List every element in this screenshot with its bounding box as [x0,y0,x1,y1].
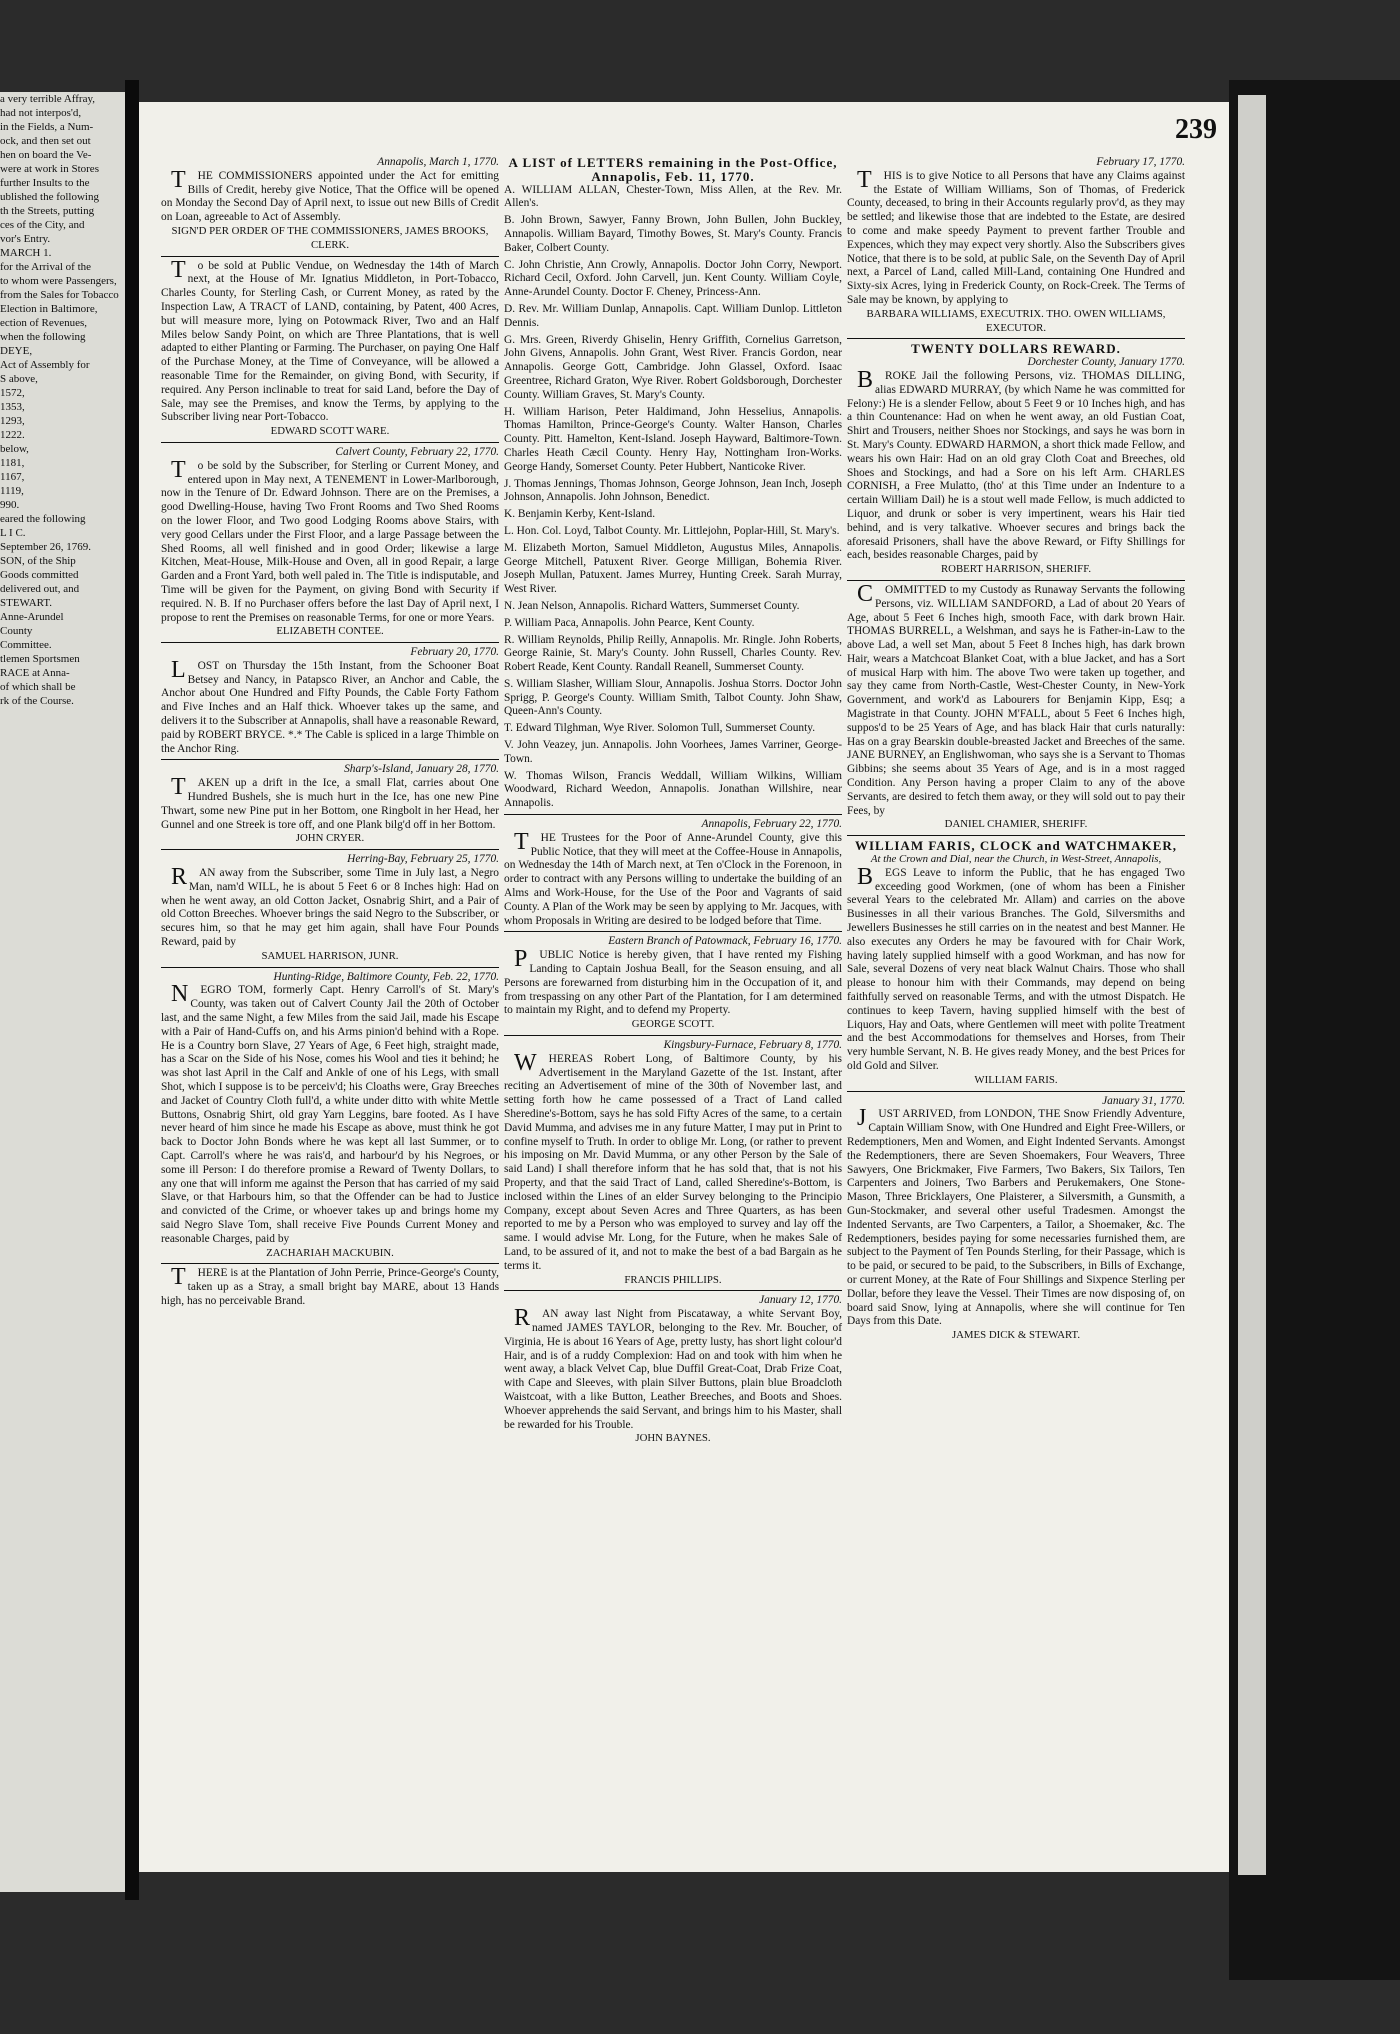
letter-entry: W. Thomas Wilson, Francis Weddall, William Wilkins, William Woodward, Richard Weedon, Annapolis. Jonathan Willshire, near Annapolis. [504,769,842,810]
ad-signature: EDWARD SCOTT WARE. [270,425,390,438]
letter-entry: P. William Paca, Annapolis. John Pearce, Kent County. [504,616,755,629]
page-gutter [125,80,139,1900]
ad-body: RAN away last Night from Piscataway, a white Servant Boy, named JAMES TAYLOR, belonging to the Rev. Mr. Boucher, of Virginia, He is about 16 Years of Age, pretty lusty, has short light colour'd Hair, and is of a ruddy Complexion: Had on and took with him when he went away, a black Velvet Cap, blue Duffil Great-Coat, Drab Frize Coat, with Cape and Sleeves, with plain Silver Buttons, plain blue Broadcloth Waistcoat, with a like Button, Leather Breeches, and Boots and Shoes. Whoever apprehends the said Servant, and brings him to his Master, shall be rewarded for his Trouble. [504,1305,842,1431]
ad-dateline: January 31, 1770. [1102,1094,1185,1107]
divider-rule [847,338,1185,339]
left-fragment-line: September 26, 1769. [0,541,92,553]
ad-signature: JOHN CRYER. [295,832,365,845]
letter-entry: J. Thomas Jennings, Thomas Johnson, George Johnson, Jean Inch, Joseph Johnson, Annapolis. John Johnson, Benedict. [504,477,842,504]
divider-rule [161,442,499,443]
advertisement [504,818,842,928]
left-fragment-line: vor's Entry. [0,233,51,245]
ad-signature: ELIZABETH CONTEE. [276,625,384,638]
divider-rule [847,835,1185,836]
left-fragment-line: rk of the Course. [0,695,74,707]
left-fragment-line: 1222. [0,429,25,441]
ad-body: NEGRO TOM, formerly Capt. Henry Carroll's of St. Mary's County, was taken out of Calvert County Jail the 20th of October last, and the same Night, a few Miles from the said Jail, made his Escape with a Pair of Hand-Cuffs on, and his Arms pinion'd behind with a Rope. He is a Country born Slave, 27 Years of Age, 6 Feet high, straight made, has a Scar on the Side of his Nose, comes his Wool and ties it behind; he was shot last April in the Calf and Ankle of one of his Legs, with small Shot, which I suppose is to be perceiv'd; his Cloaths were, Gray Breeches and Jacket of Country Cloth full'd, a white under ditto with white Mettle Buttons, Osnabrig Shirt, old gray Yarn Leggins, bare footed. As I have never heard of him since he made his Escape as above, must think he got back to Doctor John Bonds where he was kept all last Summer, or to Capt. Carroll's where he was rais'd, and harbour'd by his Negroes, or some ill Person: I do therefore promise a Reward of Twenty Dollars, to any one that will inform me against the Person that has carried of my said Slave, or that Harbours him, so that the Offender can be had to Justice and convicted of the Crime, or whoever takes up and brings home my said Negro Slave Tom, shall receive Five Pounds Current Money and reasonable Charges, paid by [161,981,499,1245]
ad-signature: DANIEL CHAMIER, SHERIFF. [944,818,1088,831]
letter-entry: H. William Harison, Peter Haldimand, John Hesselius, Annapolis. Thomas Hamilton, Prince-George's County. Walter Hanson, Charles County. Pitt. Hamelton, Kent-Island. Joseph Hayward, Baltimore-Town. Charles Heath Cæcil County. Henry Hay, Nottingham Iron-Works. George Handy, Somerset County. Peter Hubbert, Nanticoke River. [504,405,842,473]
left-fragment-line: Committee. [0,639,52,651]
letter-entry: L. Hon. Col. Loyd, Talbot County. Mr. Littlejohn, Poplar-Hill, St. Mary's. [504,524,840,537]
left-fragment-line: ces of the City, and [0,219,85,231]
ad-body: THERE is at the Plantation of John Perrie, Prince-George's County, taken up as a Stray, a small bright bay MARE, about 13 Hands high, has no perceivable Brand. [161,1264,499,1307]
advertisement [161,1263,499,1308]
letter-entry: B. John Brown, Sawyer, Fanny Brown, John Bullen, John Buckley, Annapolis. William Bayard, Timothy Bowes, St. Mary's County. Francis Baker, Colbert County. [504,214,842,254]
ad-dateline: February 20, 1770. [410,646,499,659]
ad-signature: ROBERT HARRISON, SHERIFF. [940,563,1092,576]
advertisement [161,642,499,756]
ad-body: THE Trustees for the Poor of Anne-Arundel County, give this Public Notice, that they will meet at the Coffee-House in Annapolis, on Wednesday the 14th of March next, at Ten o'Clock in the Forenoon, in order to contract with any Persons willing to undertake the building of an Alms and Work-House, for the Use of the Poor and Vagrants of said County. A Plan of the Work may be seen by applying to Mr. Jacques, with whom Proposals in Writing are desired to be lodged before that Time. [504,828,842,927]
left-fragment-line: delivered out, and [0,583,80,595]
ad-heading: TWENTY DOLLARS REWARD. [911,341,1121,357]
letter-entry: G. Mrs. Green, Riverdy Ghiselin, Henry Griffith, Cornelius Garretson, John Givens, Annapolis. John Grant, West River. Francis Gordon, near Annapolis. George Gott, Cambridge. John Glassel, Oxford. Isaac Greentree, Richard Graton, Wye River. Robert Goldsborough, Dorchester County. William Graves, St. Mary's County. [504,333,842,401]
left-fragment-line: S above, [0,373,38,385]
left-fragment-line: of which shall be [0,681,76,693]
advertisement [504,1035,842,1287]
divider-rule [847,1091,1185,1092]
divider-rule [504,1035,842,1036]
left-fragment-line: were at work in Stores [0,163,99,175]
ad-signature: BARBARA WILLIAMS, EXECUTRIX. THO. OWEN WILLIAMS, EXECUTOR. [866,307,1166,334]
left-fragment-line: hen on board the Ve- [0,149,92,161]
left-fragment-line: eared the following [0,513,86,525]
advertisement [161,967,499,1261]
left-fragment-line: L I C. [0,527,26,539]
ad-body: To be sold by the Subscriber, for Sterling or Current Money, and entered upon in May next, A TENEMENT in Lower-Marlborough, now in the Tenure of Dr. Edward Johnson. There are on the Premises, a good Dwelling-House, having Two Front Rooms and Two Shed Rooms on the lower Floor, and Two good Lodging Rooms above Stairs, with very good Cellars under the First Floor, and a large Passage between the Shed Rooms, all well finished and in good Order; likewise a large Kitchen, Meat-House, Milk-House and Oven, all in good Repair, a large Garden and a Front Yard, both well paled in. The Title is indisputable, and Time will be given for the Payment, on giving Bond with Security if required. N. B. If no Purchaser offers before the last Day of April next, I propose to rent the Premises on reasonable Terms, for one or more Years. [161,456,499,624]
advertisement [847,835,1185,1087]
left-fragment-line: ection of Revenues, [0,317,88,329]
column-3 [847,156,1185,1346]
ad-dateline: Kingsbury-Furnace, February 8, 1770. [663,1039,842,1052]
advertisement [847,156,1185,335]
right-page-sliver [1238,95,1266,1875]
divider-rule [161,967,499,968]
left-fragment-line: for the Arrival of the [0,261,92,273]
column-2 [504,156,842,1449]
ad-body: THE COMMISSIONERS appointed under the Act for emitting Bills of Credit, hereby give Notice, That the Office will be opened on Monday the Second Day of April next, to issue out new Bills of Credit on Loan, agreeable to Act of Assembly. [161,166,499,224]
letter-entry: M. Elizabeth Morton, Samuel Middleton, Augustus Miles, Annapolis. George Mitchell, Patuxent River. George Milligan, Bohemia River. Joseph Mullan, Patuxent. James Murrey, Hunting Creek. Sarah Murray, West River. [504,541,842,596]
left-fragment-line: had not interpos'd, [0,107,82,119]
page-number: 239 [1175,114,1217,145]
left-fragment-line: to whom were Passengers, [0,275,117,287]
ad-body: To be sold at Public Vendue, on Wednesday the 14th of March next, at the House of Mr. Ignatius Middleton, in Port-Tobacco, Charles County, for Sterling Cash, or Current Money, as rated by the Inspection Law, A TRACT of LAND, containing, by Patent, 400 Acres, but will measure more, lying on Potowmack River, Two and an Half Miles below Sandy Point, on which are Three Plantations, that is well adapted to either Planting or Farming. The Purchaser, on paying One Half of the Purchase Money, at the Time of Conveyance, will be allowed a reasonable Time for the Remainder, on giving Bond, with Security, if required. Any Person inclinable to treat for said Land, before the Day of Sale, may see the Premises, and know the Terms, by applying to the Subscriber living near Port-Tobacco. [161,256,499,424]
left-fragment-line: 1119, [0,485,24,497]
divider-rule [504,1290,842,1291]
divider-rule [161,849,499,850]
ad-body: JUST ARRIVED, from LONDON, THE Snow Friendly Adventure, Captain William Snow, with One Hundred and Eight Free-Willers, or Redemptioners, Men and Women, and Eight Indented Servants. Amongst the Redemptioners, there are Seven Shoemakers, Four Weavers, Three Sawyers, One Brickmaker, Five Farmers, Two Bakers, Six Tailors, Ten Carpenters and Joiners, Two Barbers and Perukemakers, One Stone-Mason, Three Bricklayers, One Plaisterer, a Silversmith, a Gunsmith, a Gun-Stockmaker, and several other useful Tradesmen. Amongst the Indented Servants, are Two Carpenters, a Tailor, a Shoemaker, &c. The Redemptioners, besides paying for some necessaries furnished them, are subject to the Payment of Ten Pounds Sterling, for their Passage, which is to be paid, or secured to be paid, to the Subscribers, in Bills of Exchange, or current Money, at the Rate of Four Shillings and Sixpence Sterling per Dollar, before they leave the Vessel. Their Times are now disposing of, on board said Snow, lying at Annapolis, where she will continue for Ten Days from this Date. [847,1105,1185,1328]
left-fragment-line: below, [0,443,29,455]
letter-entry: V. John Veazey, jun. Annapolis. John Voorhees, James Varriner, George-Town. [504,739,842,765]
left-fragment-line: ublished the following [0,191,99,203]
advertisement [847,1091,1185,1343]
ad-dateline: Eastern Branch of Patowmack, February 16, 1770. [608,935,842,948]
left-fragment-line: 1167, [0,471,25,483]
divider-rule [161,642,499,643]
left-fragment-line: in the Fields, a Num- [0,121,94,133]
advertisement [161,256,499,439]
letter-entry: S. William Slasher, William Slour, Annapolis. Joshua Storrs. Doctor John Sprigg, P. George's County. William Smith, Talbot County. John Shaw, Queen-Ann's County. [504,677,842,718]
letters-list [504,184,842,811]
left-fragment-line: MARCH 1. [0,247,52,259]
left-fragment-line: SON, of the Ship [0,555,76,567]
ad-dateline: Annapolis, February 22, 1770. [701,818,842,831]
left-fragment-line: from the Sales for Tobacco [0,289,119,301]
ad-body: BROKE Jail the following Persons, viz. THOMAS DILLING, alias EDWARD MURRAY, (by which Name he was committed for Felony:) He is a slender Fellow, about 5 Feet 9 or 10 Inches high, and has a thin Countenance: Had on when he went away, an old Fustian Coat, Shirt and Trousers, neither Shoes nor Stockings, and says he was born in St. Mary's County. EDWARD HARMON, a short thick made Fellow, and wears his own Hair: Had on an old gray Cloth Coat and Breeches, old Shoes and Stockings, and had a Sore on his left Arm. CHARLES CORNISH, a Free Mulatto, (tho' at this Time under an Indenture to a certain William Dail) he is a stout well made Fellow, is much addicted to Liquor, and drunk or sober is very impertinent, wears his Hair tied behind, and is very talkative. Whoever secures and brings back the aforesaid Prisoners, shall have the above Reward, or Fifty Shillings for each, besides reasonable Charges, paid by [847,366,1185,562]
ad-body: TAKEN up a drift in the Ice, a small Flat, carries about One Hundred Bushels, she is much hurt in the Ice, has one new Pine Thwart, some new Pine put in her Bottom, one Ringbolt in her Head, her Gunnel and one Streek is tore off, and one Plank bilg'd off in her Bottom. [161,774,499,831]
advertisement [504,1290,842,1446]
left-fragment-line: 1572, [0,387,25,399]
column-1 [161,156,499,1312]
left-fragment-line: further Insults to the [0,177,90,189]
ad-subheading: At the Crown and Dial, near the Church, in West-Street, Annapolis, [870,853,1162,866]
advertisement [161,759,499,846]
left-fragment-line: tlemen Sportsmen [0,653,80,665]
gazette-page [139,102,1229,1872]
ad-signature: SIGN'D PER ORDER OF THE COMMISSIONERS, JAMES BROOKS, CLERK. [171,224,489,251]
ad-heading: WILLIAM FARIS, CLOCK and WATCHMAKER, [854,838,1178,854]
left-fragment-line: a very terrible Affray, [0,93,95,105]
left-fragment-line: DEYE, [0,345,33,357]
divider-rule [504,931,842,932]
divider-rule [161,256,499,257]
divider-rule [847,580,1185,581]
ad-signature: WILLIAM FARIS. [974,1073,1058,1086]
left-fragment-line: 1353, [0,401,25,413]
ad-dateline: Calvert County, February 22, 1770. [335,445,499,458]
left-page-fragment [0,92,125,1892]
letter-entry: C. John Christie, Ann Crowly, Annapolis. Doctor John Corry, Newport. Richard Cecil, Oxford. John Carvell, jun. Kent County. William Coyle, Anne-Arundel County. Doctor F. Cheney, Princess-Ann. [504,258,842,299]
ad-body: BEGS Leave to inform the Public, that he has engaged Two exceeding good Workmen, (one of whom has been a Finisher several Years to the celebrated Mr. Allam) and carries on the above Businesses in all their various Branches. The Gold, Silversmiths and Jewellers Businesses he still carries on in the neatest and best Manner. He also executes any Orders he may be favoured with for Chair Work, having lately supplied himself with a good Workman, and has now for Sale, several Dozens of very neat black Walnut Chairs. Those who shall please to honour him with their Commands, may depend on being faithfully served on reasonable Terms, and with the utmost Dispatch. He continues to keep Tavern, having supplied himself with the best of Liquors, Hay and Oats, where Gentlemen will meet with polite Treatment and the best Accommodations for themselves and Horses, from Their very humble Servant, N. B. He gives ready Money, and the best Prices for old Gold and Silver. [847,863,1185,1072]
ad-dateline: Annapolis, March 1, 1770. [377,156,499,168]
ad-signature: FRANCIS PHILLIPS. [624,1273,722,1286]
letter-entry: A. WILLIAM ALLAN, Chester-Town, Miss Allen, at the Rev. Mr. Allen's. [504,183,842,210]
left-fragment-line: Goods committed [0,569,79,581]
ad-dateline: Dorchester County, January 1770. [1027,356,1185,369]
letters-title: A LIST of LETTERS remaining in the Post-Office, Annapolis, Feb. 11, 1770. [508,155,838,184]
letter-entry: T. Edward Tilghman, Wye River. Solomon Tull, Summerset County. [504,722,816,735]
left-fragment-line: 1293, [0,415,25,427]
left-fragment-line: ock, and then set out [0,135,91,147]
ad-body: THIS is to give Notice to all Persons that have any Claims against the Estate of William Williams, Son of Thomas, of Frederick County, deceased, to bring in their Accounts regularly prov'd, as they may be settled; and likewise those that are indebted to the Estate, are desired to come and make speedy Payment to prevent farther Trouble and Expences, which they may expect very shortly. Also the Subscribers gives Notice, that there is to be sold, at public Sale, on the Seventh Day of April next, a Parcel of Land, called Mill-Land, containing One Hundred and Sixty-six Acres, lying in Frederick County, on Rock-Creek. The Terms of Sale may be known, by applying to [847,166,1185,306]
ad-dateline: January 12, 1770. [759,1294,842,1307]
left-fragment-line: 990. [0,499,20,511]
left-fragment-line: Election in Baltimore, [0,303,98,315]
ad-body: COMMITTED to my Custody as Runaway Servants the following Persons, viz. WILLIAM SANDFORD, a Lad of about 20 Years of Age, about 5 Feet 6 Inches high, smooth Face, with dark brown Hair. THOMAS BURRELL, a Welshman, and says he is Father-in-Law to the above Lad, a well set Man, about 5 Feet 8 Inches high, has dark brown Hair, wears a Matchcoat Blanket Coat, with a blue Jacket, and has a Sort of musical Harp with him. The above Two were taken up together, and say they came from North-Castle, West-Chester County, in New-York Government, and work'd as Labourers for Benjamin Kipp, Esq; a Magistrate in that County. JOHN M'FALL, about 5 Feet 6 Inches high, suppos'd to be 25 Years of Age, and has black Hair that curls naturally: Has on a gray Bearskin double-breasted Jacket and Breeches of the same. JANE BURNEY, an Englishwoman, who says she is a Servant to Thomas Gibbins; she seems about 35 Years of Age, and is in a most ragged Condition. Any Person having a proper Claim to any of the above Servants, are desired to fetch them away, or they will sold out to pay their Fees, by [847,580,1185,817]
ad-signature: GEORGE SCOTT. [631,1018,715,1031]
letter-entry: R. William Reynolds, Philip Reilly, Annapolis. Mr. Ringle. John Roberts, George Rainie, St. Mary's County. John Russell, Charles County. Rev. Robert Reade, Kent County. Randall Reanell, Summerset County. [504,633,842,674]
ad-signature: SAMUEL HARRISON, JUNR. [261,949,399,962]
ad-dateline: Hunting-Ridge, Baltimore County, Feb. 22, 1770. [273,970,499,983]
ad-dateline: Herring-Bay, February 25, 1770. [347,853,499,866]
left-fragment-line: th the Streets, putting [0,205,95,217]
ad-signature: JAMES DICK & STEWART. [951,1329,1081,1342]
left-fragment-line: Act of Assembly for [0,359,90,371]
left-fragment-line: STEWART. [0,597,52,609]
advertisement [161,442,499,639]
advertisement [847,580,1185,832]
left-fragment-line: RACE at Anna- [0,667,70,679]
ad-body: LOST on Thursday the 15th Instant, from the Schooner Boat Betsey and Nancy, in Patapsco River, an Anchor and Cable, the Anchor about One Hundred and Fifty Pounds, the Cable Forty Fathom and Five Inches and an Half thick. Whoever takes up the same, and delivers it to the Subscriber at Annapolis, shall have a reasonable Reward, paid by ROBERT BRYCE. *.* The Cable is spliced in a large Thimble on the Anchor Ring. [161,656,499,755]
letter-entry: K. Benjamin Kerby, Kent-Island. [504,508,656,521]
ad-dateline: Sharp's-Island, January 28, 1770. [344,763,499,776]
divider-rule [161,1263,499,1264]
ad-body: PUBLIC Notice is hereby given, that I have rented my Fishing Landing to Captain Joshua Beall, for the Season ensuing, and all Persons are forewarned from disturbing him in the Occupation of it, and from trespassing on any other Part of the Plantation, for I am determined to maintain my Right, and to defend my Property. [504,946,842,1017]
divider-rule [161,759,499,760]
ad-signature: JOHN BAYNES. [635,1432,711,1445]
ad-dateline: February 17, 1770. [1096,156,1185,168]
letter-entry: D. Rev. Mr. William Dunlap, Annapolis. Capt. William Dunlop. Littleton Dennis. [504,302,842,329]
advertisement [161,156,499,253]
left-fragment-line: Anne-Arundel [0,611,64,623]
letter-entry: N. Jean Nelson, Annapolis. Richard Watters, Summerset County. [504,599,800,612]
left-fragment-line: County [0,625,33,637]
advertisement [504,931,842,1032]
advertisement [847,338,1185,577]
ad-body: WHEREAS Robert Long, of Baltimore County, by his Advertisement in the Maryland Gazette of the 1st. Instant, after reciting an Advertisement of mine of the 30th of November last, and setting forth how he came possessed of a Tract of Land called Sheredine's-Bottom, says he has sold Fifty Acres of the same, to a certain David Mumma, and advises me in any future Matter, I may put in Print to confine myself to Truth. In order to oblige Mr. Long, (or rather to prevent his imposing on Mr. David Mumma, or any other Person by the Sale of said Land) I shall therefore inform that he has sold that, that is not his Property, and that the said Tract of Land, called Sheredine's-Bottom, is inclosed within the Lines of an elder Survey belonging to the Principio Company, except about Seven Acres and Three Quarters, as has been reported to me by a Person who was employed to survey and lay off the same. I would advise Mr. Long, for the Future, when he makes Sale of Land, to be assured of it, and not to make the best of a bad Bargain as he terms it. [504,1049,842,1272]
ad-body: RAN away from the Subscriber, some Time in July last, a Negro Man, nam'd WILL, he is about 5 Feet 6 or 8 Inches high: Had on when he went away, an old Cotton Jacket, Osnabrig Shirt, and a Pair of old Cotton Breeches. Whoever brings the said Negro to the Subscriber, or secures him, so that he may get him again, shall have Four Pounds Reward, paid by [161,864,499,949]
left-fragment-line: 1181, [0,457,25,469]
left-fragment-line: when the following [0,331,86,343]
advertisement [161,849,499,963]
ad-signature: ZACHARIAH MACKUBIN. [266,1246,394,1259]
